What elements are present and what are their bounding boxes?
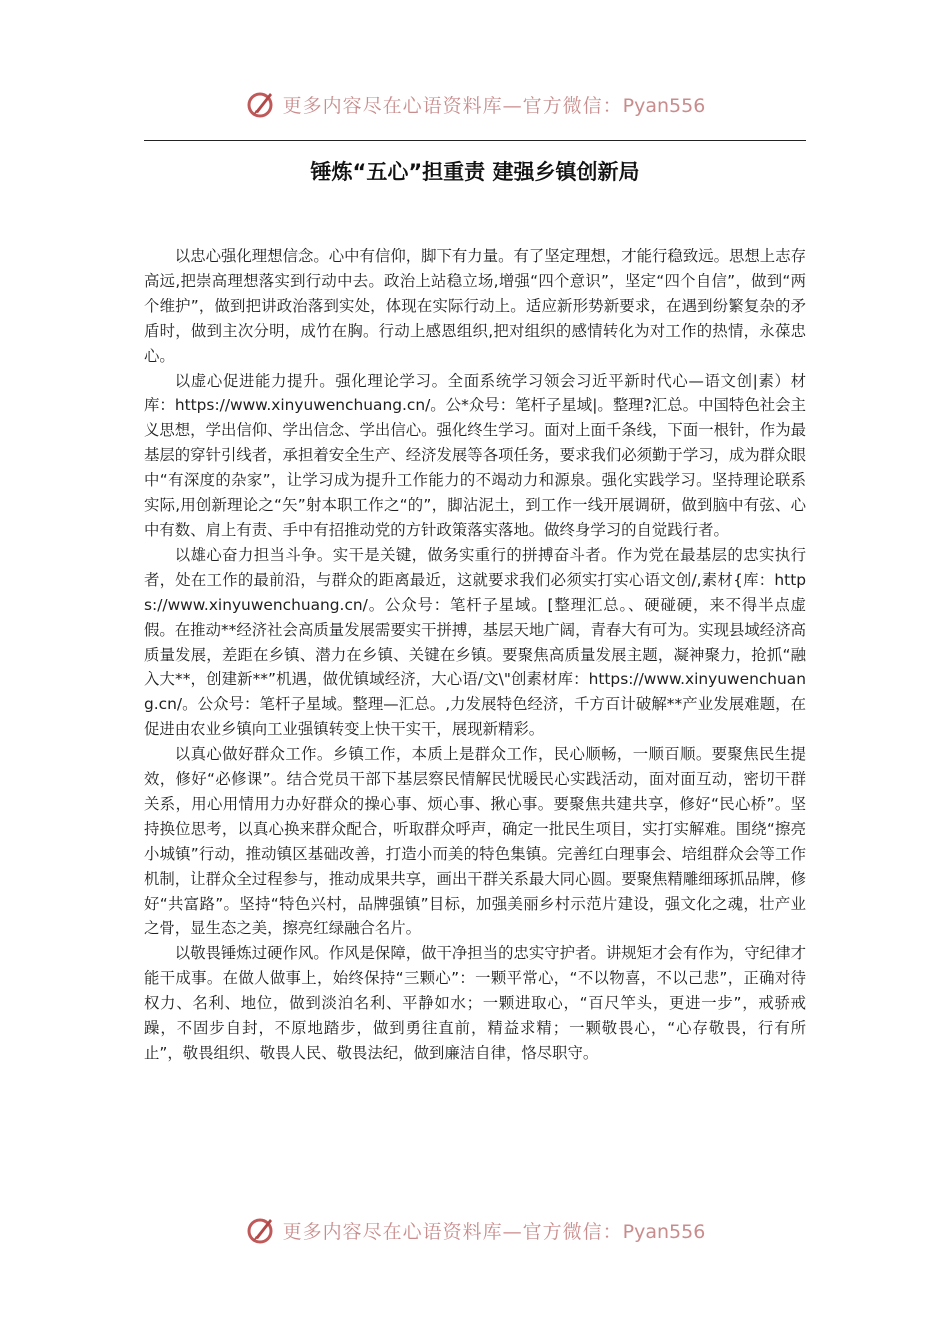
paragraph: 以虚心促进能力提升。强化理论学习。全面系统学习领会习近平新时代心—语文创|素）材库：https://www.xinyuwenchuang.cn/。公*众号：笔杆子星域|。整理?汇总。中国特色社会主义思想，学出信仰、学出信念、学出信心。强化终生学习。面对上面千条线，下面一根针，作为最基层的穿针引线者，承担着安全生产、经济发展等各项任务，要求我们必须勤于学习，成为群众眼中“有深度的杂家”，让学习成为提升工作能力的不竭动力和源泉。强化实践学习。坚持理论联系实际,用创新理论之“矢”射本职工作之“的”，脚沾泥土，到工作一线开展调研，做到脑中有弦、心中有数、肩上有责、手中有招推动党的方针政策落实落地。做终身学习的自觉践行者。 (144, 371, 806, 539)
quill-circle-icon (245, 1214, 277, 1246)
header-divider (144, 140, 806, 141)
paragraph: 以雄心奋力担当斗争。实干是关键，做务实重行的拼搏奋斗者。作为党在最基层的忠实执行者，处在工作的最前沿，与群众的距离最近，这就要求我们必须实打实心语文创/,素材{库：https://www.xinyuwenchuang.cn/。公众号：笔杆子星域。[整理汇总。、硬碰硬，来不得半点虚假。在推动**经济社会高质量发展需要实干拼搏，基层天地广阔，青春大有可为。实现县域经济高质量发展，差距在乡镇、潜力在乡镇、关键在乡镇。要聚焦高质量发展主题，凝神聚力，抢抓“融入大**，创建新**”机遇，做优镇域经济，大心语/文\"创素材库：https://www.xinyuwenchuang.cn/。公众号：笔杆子星域。整理—汇总。,力发展特色经济，千方百计破解**产业发展难题，在促进由农业乡镇向工业强镇转变上快干实干，展现新精彩。 (144, 545, 806, 739)
banner-text: 更多内容尽在心语资料库—官方微信：Pyan556 (282, 94, 706, 117)
paragraph: 以真心做好群众工作。乡镇工作，本质上是群众工作，民心顺畅，一顺百顺。要聚焦民生提效，修好“必修课”。结合党员干部下基层察民情解民忧暖民心实践活动，面对面互动，密切干群关系，用心用情用力办好群众的操心事、烦心事、揪心事。要聚焦共建共享，修好“民心桥”。坚持换位思考，以真心换来群众配合，听取群众呼声，确定一批民生项目，实打实解难。围绕“擦亮小城镇”行动，推动镇区基础改善，打造小而美的特色集镇。完善红白理事会、培组群众会等工作机制，让群众全过程参与，推动成果共享，画出干群关系最大同心圆。要聚焦精雕细琢抓品牌，修好“共富路”。坚持“特色兴村，品牌强镇”目标，加强美丽乡村示范片建设，强文化之魂，壮产业之骨，显生态之美，擦亮红绿融合名片。 (144, 745, 806, 938)
footer-banner (0, 1210, 950, 1250)
document-title: 锤炼“五心”担重责 建强乡镇创新局 (310, 160, 640, 184)
wechat-handle: Pyan556 (622, 1220, 706, 1243)
wechat-handle: Pyan556 (622, 94, 706, 117)
article-body (144, 244, 806, 1066)
quill-circle-icon (245, 88, 277, 120)
paragraph: 以敬畏锤炼过硬作风。作风是保障，做干净担当的忠实守护者。讲规矩才会有作为，守纪律才能干成事。在做人做事上，始终保持“三颗心”：一颗平常心，“不以物喜，不以己悲”，正确对待权力、名利、地位，做到淡泊名利、平静如水；一颗进取心，“百尺竿头，更进一步”，戒骄戒躁，不固步自封，不原地踏步，做到勇往直前，精益求精；一颗敬畏心，“心存敬畏，行有所止”，敬畏组织、敬畏人民、敬畏法纪，做到廉洁自律，恪尽职守。 (144, 944, 806, 1062)
banner-text: 更多内容尽在心语资料库—官方微信：Pyan556 (282, 1220, 706, 1243)
header-banner (0, 84, 950, 124)
paragraph: 以忠心强化理想信念。心中有信仰，脚下有力量。有了坚定理想，才能行稳致远。思想上志存高远,把崇高理想落实到行动中去。政治上站稳立场,增强“四个意识”，坚定“四个自信”，做到“两个维护”，做到把讲政治落到实处，体现在实际行动上。适应新形势新要求，在遇到纷繁复杂的矛盾时，做到主次分明，成竹在胸。行动上感恩组织,把对组织的感情转化为对工作的热情，永葆忠心。 (144, 247, 806, 365)
